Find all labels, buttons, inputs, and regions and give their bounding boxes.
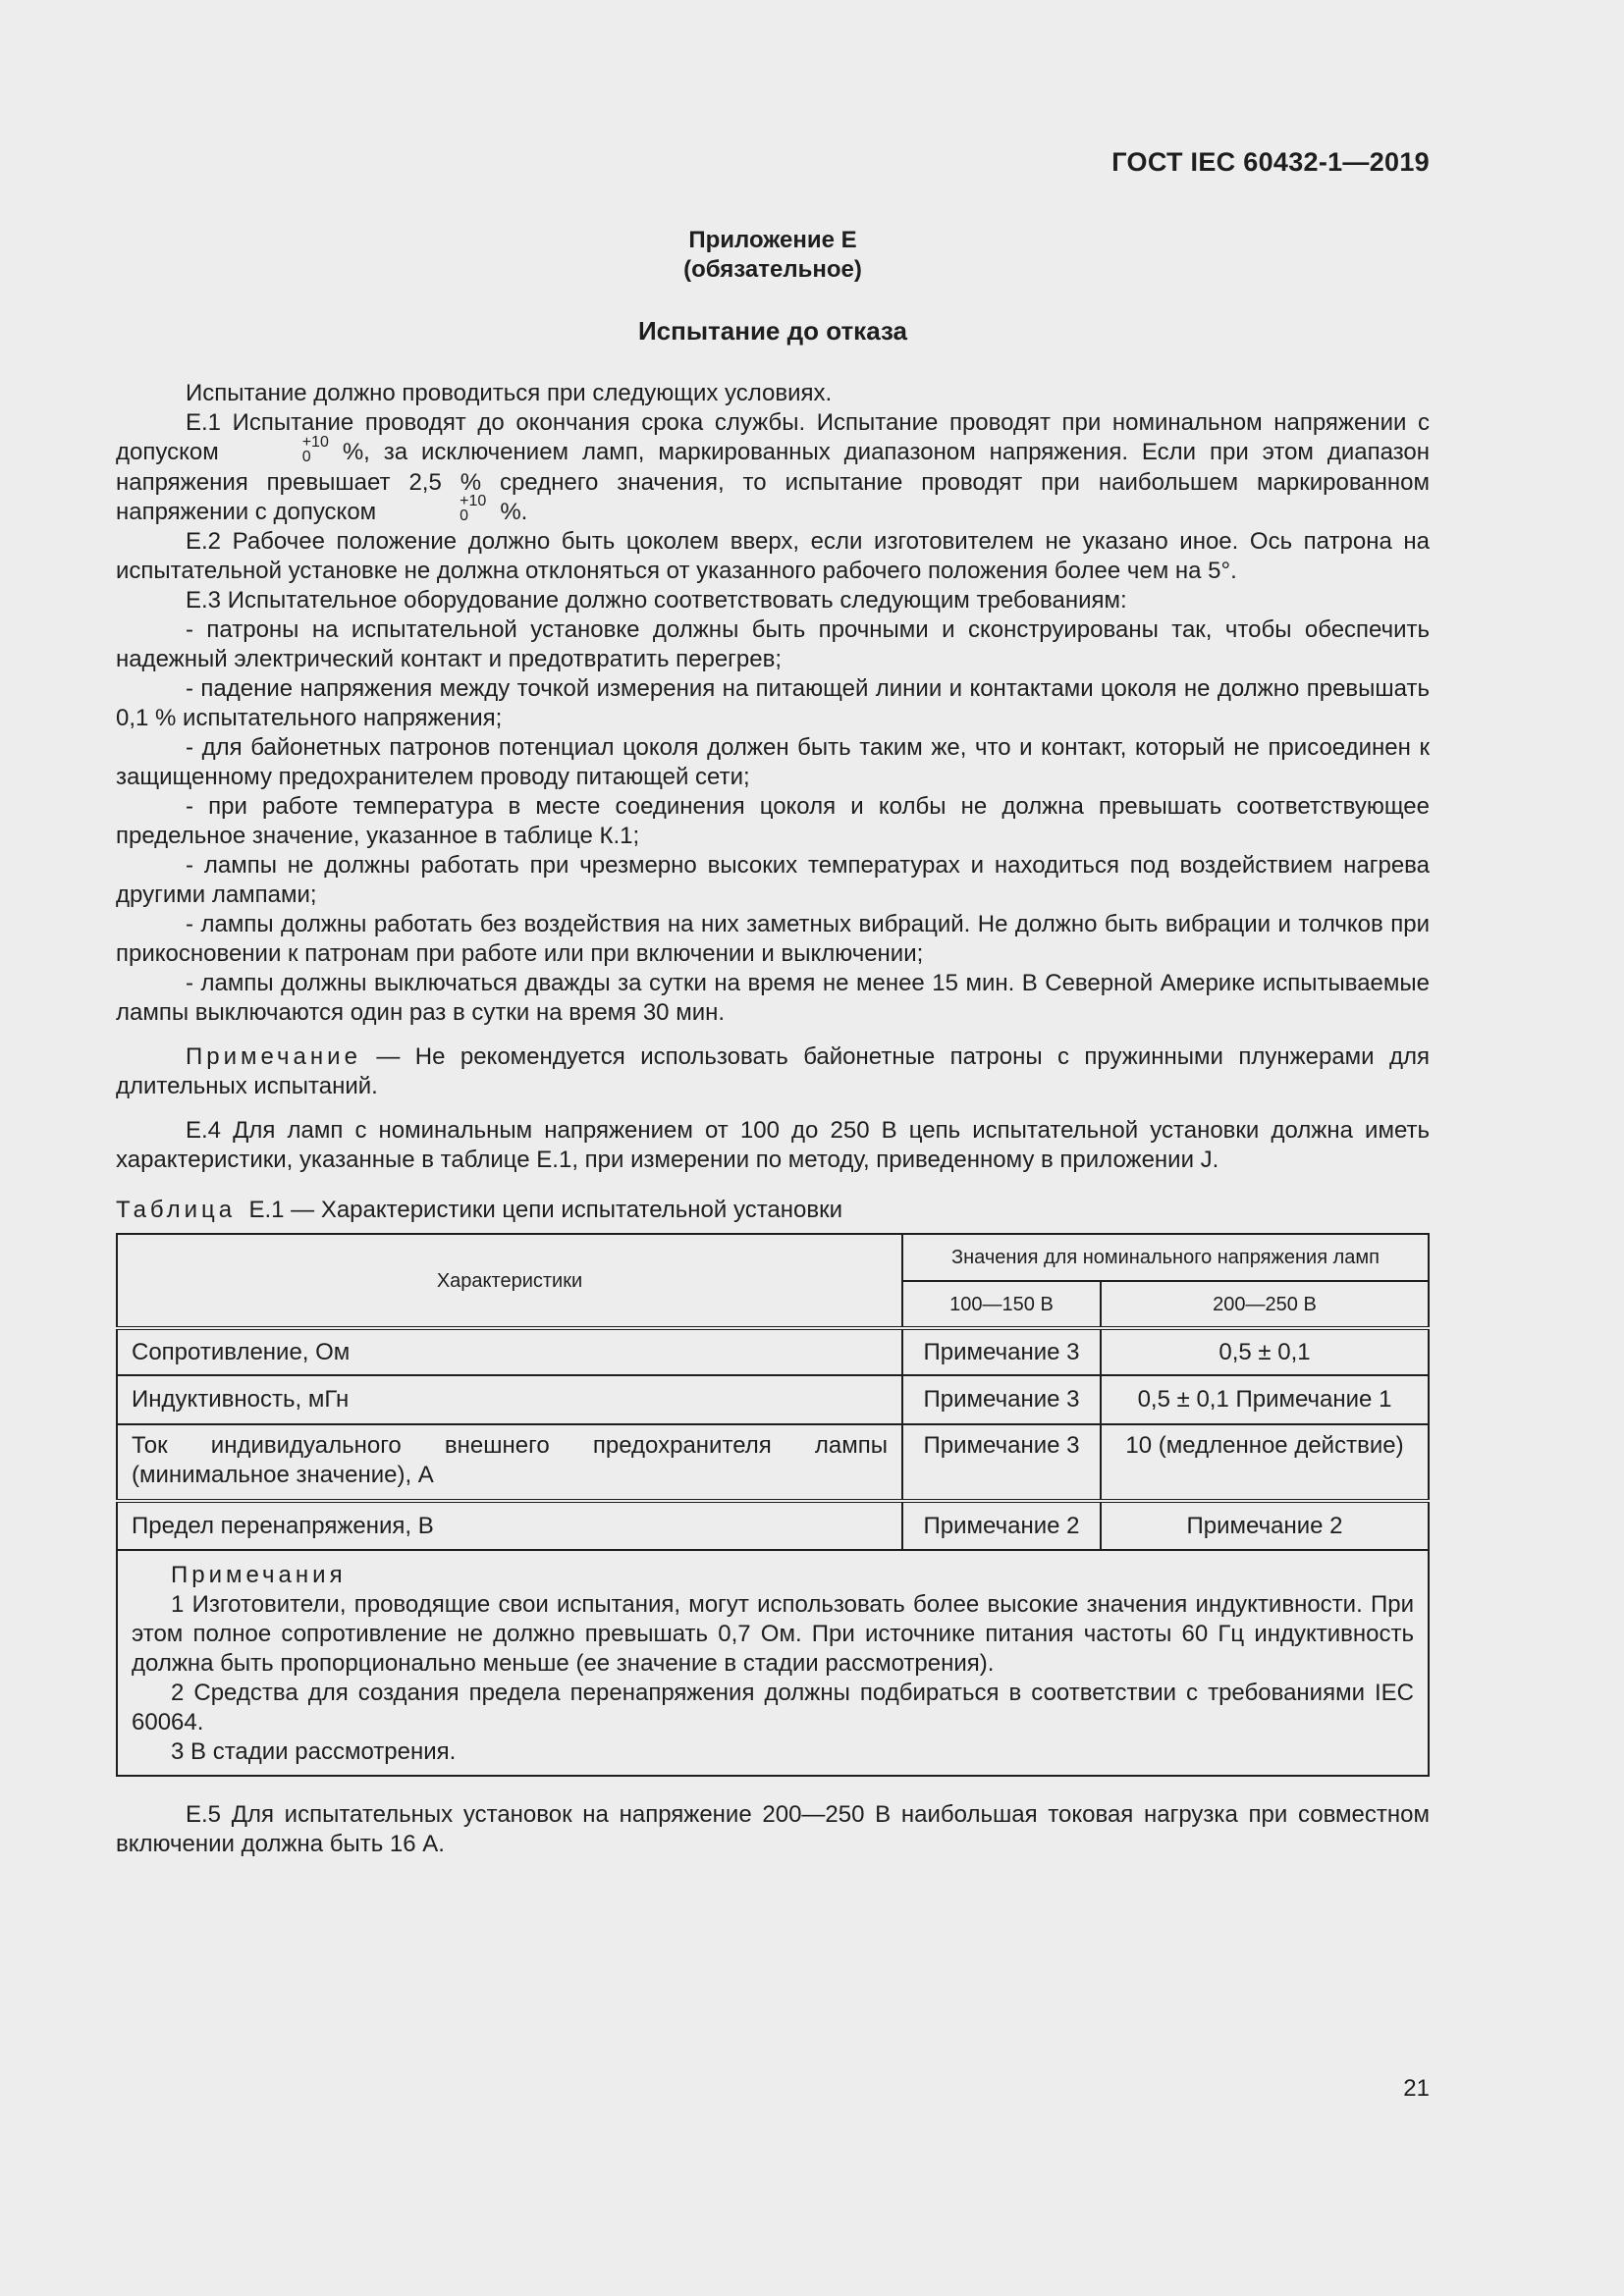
note-paragraph [116,1042,1430,1101]
row-value-b: 10 (медленное действие) [1101,1424,1429,1501]
requirement-item: - патроны на испытательной установке должны быть прочными и сконструированы так, чтобы обеспечить надежный электрический контакт и предотвратить перегрев; [116,616,1430,673]
tolerance-lower: 0 [301,448,311,465]
table-row [117,1375,1429,1424]
table-caption-text: Е.1 — Характеристики цепи испытательной установки [248,1197,843,1224]
table-note: 3 В стадии рассмотрения. [171,1738,457,1766]
document-body [116,379,1430,1859]
characteristics-table [116,1233,1430,1777]
tolerance-2 [390,494,486,523]
document-code: ГОСТ IEC 60432-1—2019 [1111,147,1430,177]
table-row [117,1328,1429,1375]
clause-e1 [116,408,1430,527]
clause-e1-part1: Е.1 Испытание проводят до окончания срока службы. Испытание проводят при номинальном напряжении с допуском [116,409,1430,465]
row-value-b: 0,5 ± 0,1 Примечание 1 [1101,1375,1429,1424]
tolerance-upper: +10 [301,433,329,451]
header-voltage-group: Значения для номинального напряжения ламп [902,1234,1429,1281]
row-name: Индуктивность, мГн [117,1375,902,1424]
clause-e1-part3: %. [500,498,528,525]
requirement-item: - при работе температура в месте соединения цоколя и колбы не должна превышать соответствующее предельное значение, указанное в таблице К.1; [116,793,1430,850]
tolerance-lower: 0 [460,507,469,525]
clause-e3: Е.3 Испытательное оборудование должно соответствовать следующим требованиям: [186,587,1127,614]
requirement-item: - лампы должны работать без воздействия на них заметных вибраций. Не должно быть вибрации и толчков при прикосновении к патронам при работе или при включении и выключении; [116,911,1430,968]
clause-e1-part2: %, за исключением ламп, маркированных диапазоном напряжения. Если при этом диапазон напряжения превышает 2,5 % среднего значения, то испытание проводят при наибольшем маркированном напряжении с допуском [116,439,1430,525]
row-value-a: Примечание 3 [902,1328,1101,1375]
clause-e4: Е.4 Для ламп с номинальным напряжением от 100 до 250 В цепь испытательной установки должна иметь характеристики, указанные в таблице Е.1, при измерении по методу, приведенному в приложении J. [116,1117,1430,1174]
appendix-heading [116,226,1430,285]
appendix-title: Приложение Е [688,227,857,253]
table-notes-label: Примечания [171,1562,347,1589]
row-value-b: 0,5 ± 0,1 [1101,1328,1429,1375]
row-name: Сопротивление, Ом [117,1328,902,1375]
table-notes-row [117,1550,1429,1776]
table-row [117,1501,1429,1550]
row-value-a: Примечание 3 [902,1375,1101,1424]
table-note: 1 Изготовители, проводящие свои испытания, могут использовать более высокие значения индуктивности. При этом полное сопротивление не должно превышать 0,7 Ом. При источнике питания частоты 60 Гц индуктивность должна быть пропорционально меньше (ее значение в стадии рассмотрения). [132,1591,1414,1678]
requirement-item: - падение напряжения между точкой измерения на питающей линии и контактами цоколя не должно превышать 0,1 % испытательного напряжения; [116,675,1430,732]
table-notes [117,1550,1429,1776]
table-row [117,1424,1429,1501]
appendix-status: (обязательное) [683,256,862,283]
row-name: Предел перенапряжения, В [117,1501,902,1550]
table-caption-label: Таблица [116,1197,237,1224]
note-text: — Не рекомендуется использовать байонетные патроны с пружинными плунжерами для длительных испытаний. [116,1043,1430,1100]
table-caption [116,1196,1430,1225]
tolerance-upper: +10 [460,493,487,510]
header-characteristics: Характеристики [117,1234,902,1328]
header-100-150: 100—150 В [902,1281,1101,1328]
requirement-item: - лампы не должны работать при чрезмерно высоких температурах и находиться под воздействием нагрева другими лампами; [116,852,1430,909]
table-note: 2 Средства для создания предела перенапряжения должны подбираться в соответствии с требованиями IEC 60064. [132,1680,1414,1736]
row-value-b: Примечание 2 [1101,1501,1429,1550]
clause-e5: Е.5 Для испытательных установок на напряжение 200—250 В наибольшая токовая нагрузка при совместном включении должна быть 16 А. [116,1801,1430,1858]
page-number: 21 [1403,2075,1430,2102]
row-value-a: Примечание 3 [902,1424,1101,1501]
section-title: Испытание до отказа [637,316,908,346]
note-label: Примечание [186,1043,361,1071]
row-name: Ток индивидуального внешнего предохранителя лампы (минимальное значение), А [117,1424,902,1501]
clause-e2: Е.2 Рабочее положение должно быть цоколем вверх, если изготовителем не указано иное. Ось патрона на испытательной установке не должна отклоняться от указанного рабочего положения более чем на 5°. [116,528,1430,585]
intro-paragraph: Испытание должно проводиться при следующих условиях. [186,380,833,406]
row-value-a: Примечание 2 [902,1501,1101,1550]
requirement-item: - лампы должны выключаться дважды за сутки на время не менее 15 мин. В Северной Америке испытываемые лампы выключаются один раз в сутки на время 30 мин. [116,970,1430,1027]
header-200-250: 200—250 В [1101,1281,1429,1328]
tolerance-1 [233,435,329,464]
requirement-item: - для байонетных патронов потенциал цоколя должен быть таким же, что и контакт, который не присоединен к защищенному предохранителем проводу питающей сети; [116,734,1430,791]
